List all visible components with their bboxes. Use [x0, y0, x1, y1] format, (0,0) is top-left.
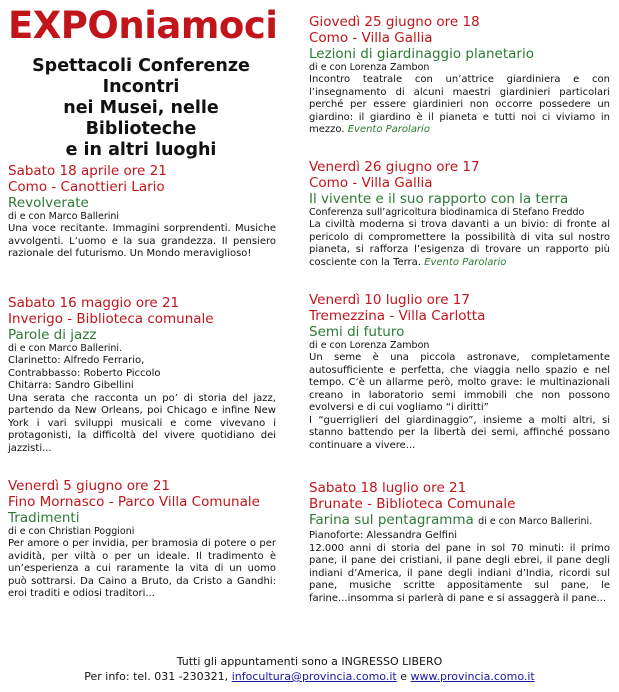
footer-contact — [0, 670, 619, 683]
footer-info-prefix: Per info: tel. 031 -230321, — [84, 670, 229, 683]
subtitle-line: e in altri luoghi — [65, 140, 217, 160]
event-author: Conferenza sull’agricoltura biodinamica di Stefano Freddo — [309, 207, 585, 218]
event-author: di e con Christian Poggioni — [8, 526, 135, 537]
event-date: Giovedì 25 giugno ore 18 — [309, 14, 480, 30]
event-credit: Chitarra: Sandro Gibellini — [8, 380, 134, 391]
event-author: di e con Marco Ballerini. — [478, 516, 593, 527]
event-description: Un seme è una piccola astronave, completamente autosufficiente e perfetta, che viaggia nello spazio e nel tempo. C’è un allarme però, molto grave: le multinazionali creano in laboratorio semi immobili che non possono evolversi e di cui vogliamo “i diritti” — [309, 352, 610, 413]
event-tag: Evento Parolario — [347, 124, 430, 135]
subtitle-line: nei Musei, nelle Biblioteche — [63, 98, 219, 139]
event-description: Una serata che racconta un po’ di storia del jazz, partendo da New Orleans, poi Chicago e infine New York i vari sviluppi musicali e come vivevano i protagonisti, la difficoltà del vivere quotidiano dei jazzisti... — [8, 392, 276, 454]
event-place: Como - Villa Gallia — [309, 175, 433, 191]
email-link[interactable]: infocultura@provincia.como.it — [231, 670, 397, 683]
event-author: di e con Marco Ballerini — [8, 211, 120, 222]
event-date: Venerdì 5 giugno ore 21 — [8, 478, 170, 494]
event-place: Como - Canottieri Lario — [8, 179, 165, 195]
event-parole-di-jazz — [8, 295, 276, 455]
event-place: Fino Mornasco - Parco Villa Comunale — [8, 494, 260, 510]
event-description: 12.000 anni di storia del pane in sol 70 minuti: il primo pane, il pane dei cristiani, il pane degli ebrei, il pane degli indiani d’America, il pane degli indiani d’India, ricordi sul pane, musiche scritte appositamente sul pane, le farine...insomma si parlerà di pane e si assaggerà il pane... — [309, 542, 610, 604]
event-title: Il vivente e il suo rapporto con la terra — [309, 191, 569, 207]
subtitle-line: Spettacoli Conferenze Incontri — [32, 56, 250, 97]
event-author: di e con Lorenza Zambon — [309, 340, 430, 351]
description-text: Incontro teatrale con un’attrice giardiniera e con l’insegnamento di alcuni maestri giardinieri particolari perché per essere giardinieri non occorre possedere un giardino: il giardino è il pianeta e tutti noi ci viviamo in mezzo. — [309, 74, 610, 135]
event-revolverate — [8, 163, 276, 261]
event-description — [309, 219, 610, 269]
event-date: Sabato 18 luglio ore 21 — [309, 480, 467, 496]
event-place: Tremezzina - Villa Carlotta — [309, 308, 486, 324]
event-date: Venerdì 10 luglio ore 17 — [309, 292, 470, 308]
event-tradimenti — [8, 478, 276, 601]
event-title: Revolverate — [8, 195, 89, 211]
event-tag: Evento Parolario — [424, 256, 507, 268]
event-credit: Contrabbasso: Roberto Piccolo — [8, 367, 161, 379]
page-title: EXPOniamoci — [8, 4, 278, 47]
event-title — [309, 512, 610, 530]
event-title: Tradimenti — [8, 510, 80, 526]
footer-separator: e — [400, 670, 407, 683]
event-credit: Clarinetto: Alfredo Ferrario, — [8, 355, 145, 366]
event-date: Venerdì 26 giugno ore 17 — [309, 159, 480, 175]
event-credit: Pianoforte: Alessandra Gelfini — [309, 530, 458, 541]
event-farina-pentagramma — [309, 480, 610, 605]
event-author: di e con Lorenza Zambon — [309, 62, 430, 73]
event-title: Lezioni di giardinaggio planetario — [309, 46, 534, 62]
event-place: Inverigo - Biblioteca comunale — [8, 311, 214, 327]
event-semi-di-futuro — [309, 292, 610, 452]
event-date: Sabato 18 aprile ore 21 — [8, 163, 167, 179]
event-author: di e con Marco Ballerini. — [8, 343, 123, 354]
event-description — [309, 74, 610, 137]
event-description: Per amore o per invidia, per bramosia di potere o per avidità, per viltà o per un ideale. Il tradimento è un’esperienza a cui raramente la vita di un uomo può sottrarsi. Da Caino a Bruto, da Cristo a Gandhi: eroi traditi e odiosi traditori... — [8, 538, 276, 599]
event-title-text: Farina sul pentagramma — [309, 512, 474, 528]
event-giardinaggio-planetario — [309, 14, 610, 137]
description-text: La civiltà moderna si trova davanti a un bivio: di fronte al pericolo di compromettere la possibilità di vita sul nostro pianeta, si rafforza l’esigenza di trovare un rapporto più cosciente con la Terra. — [309, 219, 610, 268]
event-vivente-terra — [309, 159, 610, 269]
event-title: Semi di futuro — [309, 324, 405, 340]
event-description-continued: I “guerriglieri del giardinaggio”, insieme a molti altri, si stanno battendo per la libertà dei semi, affinché possano continuare a vivere... — [309, 414, 610, 451]
event-place: Como - Villa Gallia — [309, 30, 433, 46]
event-date: Sabato 16 maggio ore 21 — [8, 295, 180, 311]
footer-entry-note: Tutti gli appuntamenti sono a INGRESSO LIBERO — [176, 655, 443, 668]
event-title: Parole di jazz — [8, 327, 97, 343]
event-description: Una voce recitante. Immagini sorprendenti. Musiche avvolgenti. L’uomo e la sua grandezza. Il pensiero razionale del futurismo. Un Mondo meraviglioso! — [8, 223, 276, 259]
website-link[interactable]: www.provincia.como.it — [410, 670, 535, 683]
event-place: Brunate - Biblioteca Comunale — [309, 496, 516, 512]
page-subtitle — [6, 56, 276, 161]
